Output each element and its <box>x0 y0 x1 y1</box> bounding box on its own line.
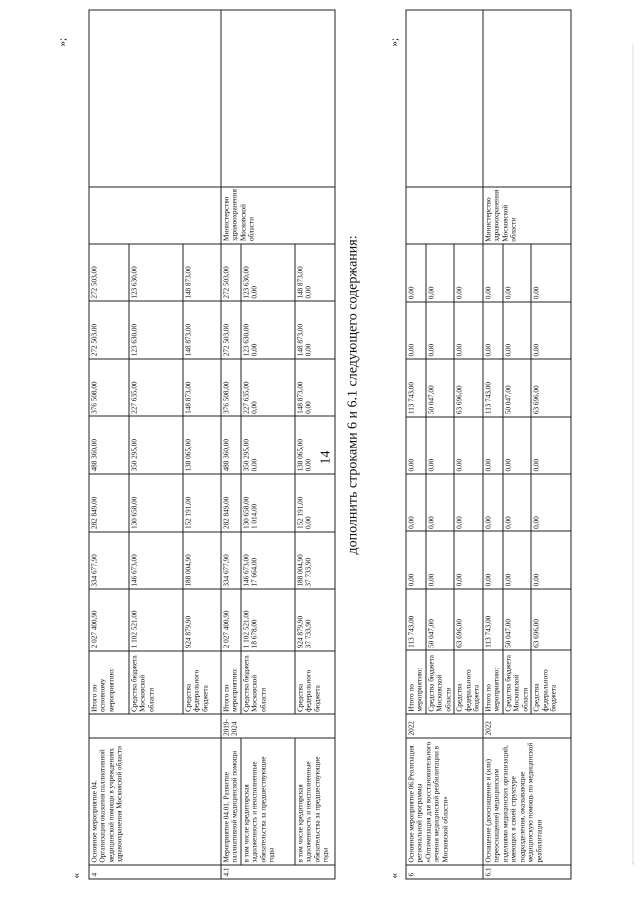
table-row <box>221 10 241 879</box>
result-cell <box>406 10 483 187</box>
value-cell: 0,00 <box>531 244 571 301</box>
value-cell: 50 047,00 <box>503 589 531 651</box>
activity-years <box>89 714 221 738</box>
activity-subname: в том числе кредиторская задолженность и неисполненные обязательства за предшествующие годы <box>295 738 335 865</box>
value-cell: 0,00 <box>503 302 531 359</box>
executor-cell <box>89 187 221 244</box>
value-cell: 130 658,00 <box>129 474 183 532</box>
row-number: 6.1 <box>483 865 571 879</box>
source-label: Итого по основному мероприятию: <box>89 651 129 715</box>
source-label: Итого по мероприятию: <box>406 650 426 714</box>
value-cell: 350 295,00 <box>129 416 183 474</box>
value-cell: 0,00 <box>503 531 531 588</box>
amendment-heading: дополнить строками 6 и 6.1 следующего содержания: <box>345 235 361 555</box>
value-cell: 0,00 <box>503 417 531 474</box>
value-cell: 0,00 <box>406 474 426 531</box>
activity-name: Мероприятие 04.01. Развитие паллиативной медицинской помощи <box>221 738 241 865</box>
value-cell: 376 508,00 <box>221 359 241 417</box>
value-cell: 334 677,90 <box>221 532 241 590</box>
table-main-activity-06 <box>406 10 572 880</box>
table-main-activity-04 <box>89 10 336 880</box>
value-cell: 1 102 521,00 <box>129 589 183 651</box>
activity-years: 2022 <box>406 714 483 738</box>
value-cell: 0,00 <box>426 302 454 359</box>
value-cell: 152 191,00 0,00 <box>295 474 335 532</box>
value-cell: 148 873,00 <box>183 301 221 359</box>
value-cell: 188 004,90 37 733,90 <box>295 532 335 590</box>
value-cell: 0,00 <box>531 302 571 359</box>
value-cell: 123 630,00 0,00 <box>241 244 295 302</box>
quote-open-2: « <box>388 873 401 879</box>
executor-cell: Министерство здравоохранения Московской области <box>483 187 571 244</box>
source-label: Средства бюджета Московской области <box>503 650 531 714</box>
value-cell: 0,00 <box>406 531 426 588</box>
value-cell: 138 065,00 <box>183 416 221 474</box>
quote-close-1: »; <box>56 37 69 47</box>
activity-name: Оснащение (дооснащение и (или) переоснащение) медицинским изделиями медицинских организаций, имеющих в своей структуре подразделения, оказывающие медицинскую помощь по медицинской реабилитации <box>483 738 571 865</box>
value-cell: 146 673,00 <box>129 532 183 590</box>
value-cell: 272 503,00 <box>89 301 129 359</box>
value-cell: 0,00 <box>531 531 571 588</box>
row-number: 4.1 <box>221 865 335 879</box>
value-cell: 148 873,00 <box>183 359 221 417</box>
value-cell: 0,00 <box>483 244 503 301</box>
value-cell: 148 873,00 <box>183 244 221 302</box>
value-cell: 63 696,00 <box>531 359 571 417</box>
value-cell: 0,00 <box>406 417 426 474</box>
value-cell: 282 849,00 <box>89 474 129 532</box>
value-cell: 146 673,00 17 664,00 <box>241 532 295 590</box>
value-cell: 130 658,00 1 014,00 <box>241 474 295 532</box>
activity-years: 2019-2024 <box>221 714 335 738</box>
value-cell: 0,00 <box>426 474 454 531</box>
value-cell: 0,00 <box>483 474 503 531</box>
value-cell: 350 295,00 0,00 <box>241 416 295 474</box>
value-cell: 924 879,90 <box>183 589 221 651</box>
value-cell: 376 508,00 <box>89 359 129 417</box>
value-cell: 188 004,90 <box>183 532 221 590</box>
activity-subname: в том числе кредиторская задолженность и неисполненные обязательства за предшествующие годы <box>241 738 295 865</box>
executor-cell <box>406 187 483 244</box>
activity-name: Основное мероприятие 04. Организация оказания паллиативной медицинской помощи в учреждениях здравоохранения Московской области <box>89 738 221 865</box>
value-cell: 0,00 <box>531 474 571 531</box>
value-cell: 0,00 <box>503 244 531 301</box>
value-cell: 63 696,00 <box>531 589 571 651</box>
value-cell: 63 696,00 <box>454 589 482 651</box>
source-label: Итого по мероприятию: <box>221 651 241 715</box>
value-cell: 0,00 <box>426 531 454 588</box>
value-cell: 0,00 <box>503 474 531 531</box>
value-cell: 0,00 <box>483 531 503 588</box>
value-cell: 113 743,00 <box>406 359 426 417</box>
quote-open-1: « <box>70 873 83 879</box>
value-cell: 282 849,00 <box>221 474 241 532</box>
scan-artifact-line <box>633 45 634 865</box>
value-cell: 272 503,00 <box>221 244 241 302</box>
table-row <box>89 10 129 879</box>
value-cell: 123 630,00 <box>129 244 183 302</box>
value-cell: 0,00 <box>426 417 454 474</box>
value-cell: 227 635,00 <box>129 359 183 417</box>
source-label: Средства федерального бюджета <box>531 650 571 714</box>
value-cell: 113 743,00 <box>483 359 503 417</box>
source-label: Средства федерального бюджета <box>454 650 482 714</box>
value-cell: 334 677,90 <box>89 532 129 590</box>
value-cell: 488 360,00 <box>89 416 129 474</box>
value-cell: 0,00 <box>426 244 454 301</box>
value-cell: 0,00 <box>454 531 482 588</box>
value-cell: 488 360,00 <box>221 416 241 474</box>
quote-close-2: »; <box>388 37 401 47</box>
value-cell: 2 027 400,90 <box>221 589 241 651</box>
source-label: Средства бюджета Московской области <box>129 651 183 715</box>
activity-name: Основное мероприятие 06.Реализация региональной программы «Оптимизация для восстановительного лечения медицинской реабилитации в Московской области» <box>406 738 483 865</box>
value-cell: 0,00 <box>454 244 482 301</box>
page-content <box>1 0 640 905</box>
executor-cell: Министерство здравоохранения Московской области <box>221 187 335 244</box>
source-label: Средства федерального бюджета <box>183 651 221 715</box>
value-cell: 148 873,00 0,00 <box>295 359 335 417</box>
value-cell: 0,00 <box>483 302 503 359</box>
rotated-page <box>1 0 640 905</box>
value-cell: 50 047,00 <box>426 589 454 651</box>
value-cell: 113 743,00 <box>483 589 503 651</box>
value-cell: 924 879,90 37 733,90 <box>295 589 335 651</box>
result-cell <box>483 10 571 187</box>
value-cell: 2 027 400,90 <box>89 589 129 651</box>
page-number: 14 <box>318 450 334 465</box>
value-cell: 0,00 <box>406 302 426 359</box>
row-number: 6 <box>406 865 483 879</box>
source-label: Итого по мероприятию: <box>483 650 503 714</box>
value-cell: 0,00 <box>454 474 482 531</box>
table-row <box>406 10 426 879</box>
result-cell <box>221 10 335 187</box>
value-cell: 50 047,00 <box>503 359 531 417</box>
value-cell: 63 696,00 <box>454 359 482 417</box>
value-cell: 123 630,00 <box>129 301 183 359</box>
value-cell: 0,00 <box>454 302 482 359</box>
value-cell: 138 065,00 0,00 <box>295 416 335 474</box>
value-cell: 123 630,00 0,00 <box>241 301 295 359</box>
value-cell: 0,00 <box>454 417 482 474</box>
value-cell: 152 191,00 <box>183 474 221 532</box>
value-cell: 148 873,00 0,00 <box>295 301 335 359</box>
source-label: Средства федерального бюджета <box>295 651 335 715</box>
source-label: Средства бюджета Московской области <box>426 650 454 714</box>
row-number: 4 <box>89 865 221 879</box>
table-row <box>483 10 503 879</box>
value-cell: 272 503,00 <box>221 301 241 359</box>
activity-years: 2022 <box>483 714 571 738</box>
value-cell: 0,00 <box>531 417 571 474</box>
value-cell: 148 873,00 0,00 <box>295 244 335 302</box>
result-cell <box>89 10 221 187</box>
value-cell: 113 743,00 <box>406 589 426 651</box>
source-label: Средства бюджета Московской области <box>241 651 295 715</box>
value-cell: 227 635,00 0,00 <box>241 359 295 417</box>
value-cell: 0,00 <box>483 417 503 474</box>
value-cell: 50 047,00 <box>426 359 454 417</box>
value-cell: 0,00 <box>406 244 426 301</box>
value-cell: 272 503,00 <box>89 244 129 302</box>
value-cell: 1 102 521,00 18 678,00 <box>241 589 295 651</box>
